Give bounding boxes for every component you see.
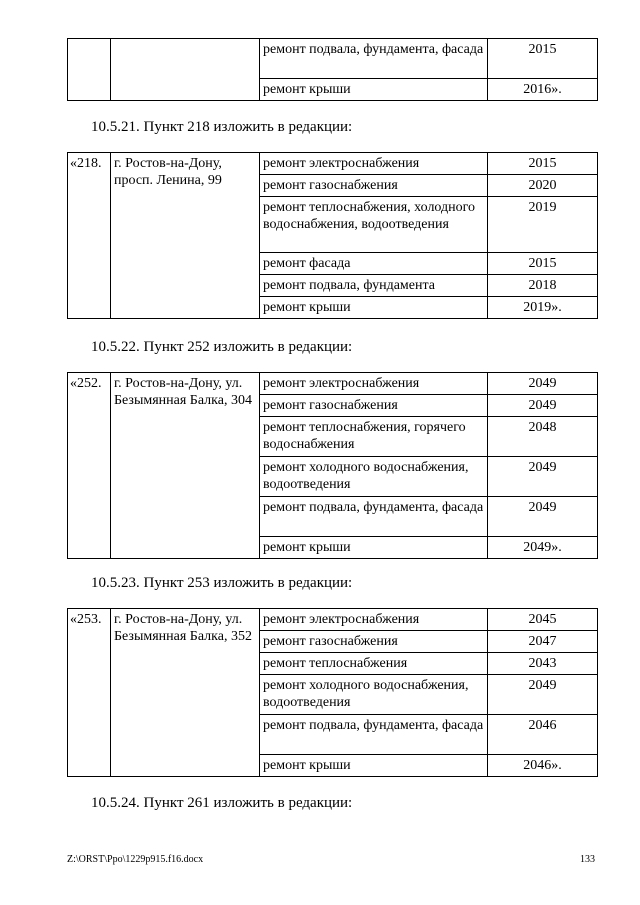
footer-file-path: Z:\ORST\Ppo\1229p915.f16.docx [67,854,204,865]
work-cell: ремонт теплоснабжения, горячего водоснабжения [260,417,488,457]
year-cell: 2019». [488,297,598,319]
year-cell: 2015 [488,153,598,175]
number-cell [68,39,111,101]
year-cell: 2046». [488,755,598,777]
work-cell: ремонт подвала, фундамента, фасада [260,497,488,537]
register-table-252 [67,372,598,559]
year-cell: 2049 [488,373,598,395]
year-cell: 2049 [488,395,598,417]
year-cell: 2045 [488,609,598,631]
section-heading: 10.5.23. Пункт 253 изложить в редакции: [91,575,353,591]
work-cell: ремонт электроснабжения [260,609,488,631]
year-cell: 2048 [488,417,598,457]
table-row [68,39,598,79]
work-cell: ремонт фасада [260,253,488,275]
year-cell: 2020 [488,175,598,197]
section-heading: 10.5.21. Пункт 218 изложить в редакции: [91,119,353,135]
work-cell: ремонт подвала, фундамента, фасада [260,715,488,755]
address-cell [111,39,260,101]
work-cell: ремонт теплоснабжения [260,653,488,675]
year-cell: 2046 [488,715,598,755]
year-cell: 2016». [488,79,598,101]
year-cell: 2049 [488,675,598,715]
work-cell: ремонт газоснабжения [260,175,488,197]
section-heading: 10.5.22. Пункт 252 изложить в редакции: [91,339,353,355]
item-address: г. Ростов-на-Дону, ул. Безымянная Балка, 352 [111,609,260,777]
year-cell: 2043 [488,653,598,675]
table-row [68,373,598,395]
work-cell: ремонт электроснабжения [260,373,488,395]
work-cell: ремонт газоснабжения [260,395,488,417]
year-cell: 2015 [488,253,598,275]
item-number: «252. [68,373,111,559]
section-heading: 10.5.24. Пункт 261 изложить в редакции: [91,795,353,811]
year-cell: 2047 [488,631,598,653]
item-address: г. Ростов-на-Дону, ул. Безымянная Балка, 304 [111,373,260,559]
register-table-218 [67,152,598,319]
work-cell: ремонт подвала, фундамента, фасада [260,39,488,79]
year-cell: 2015 [488,39,598,79]
work-cell: ремонт крыши [260,537,488,559]
item-number: «253. [68,609,111,777]
year-cell: 2018 [488,275,598,297]
item-number: «218. [68,153,111,319]
work-cell: ремонт газоснабжения [260,631,488,653]
work-cell: ремонт теплоснабжения, холодного водоснабжения, водоотведения [260,197,488,253]
work-cell: ремонт электроснабжения [260,153,488,175]
work-cell: ремонт крыши [260,79,488,101]
work-cell: ремонт подвала, фундамента [260,275,488,297]
item-address: г. Ростов-на-Дону, просп. Ленина, 99 [111,153,260,319]
page-number: 133 [580,854,595,865]
work-cell: ремонт крыши [260,755,488,777]
work-cell: ремонт крыши [260,297,488,319]
table-row [68,153,598,175]
work-cell: ремонт холодного водоснабжения, водоотведения [260,675,488,715]
register-table-253 [67,608,598,777]
year-cell: 2049 [488,457,598,497]
year-cell: 2049 [488,497,598,537]
table-row [68,609,598,631]
year-cell: 2019 [488,197,598,253]
register-table-continued [67,38,598,101]
work-cell: ремонт холодного водоснабжения, водоотведения [260,457,488,497]
year-cell: 2049». [488,537,598,559]
